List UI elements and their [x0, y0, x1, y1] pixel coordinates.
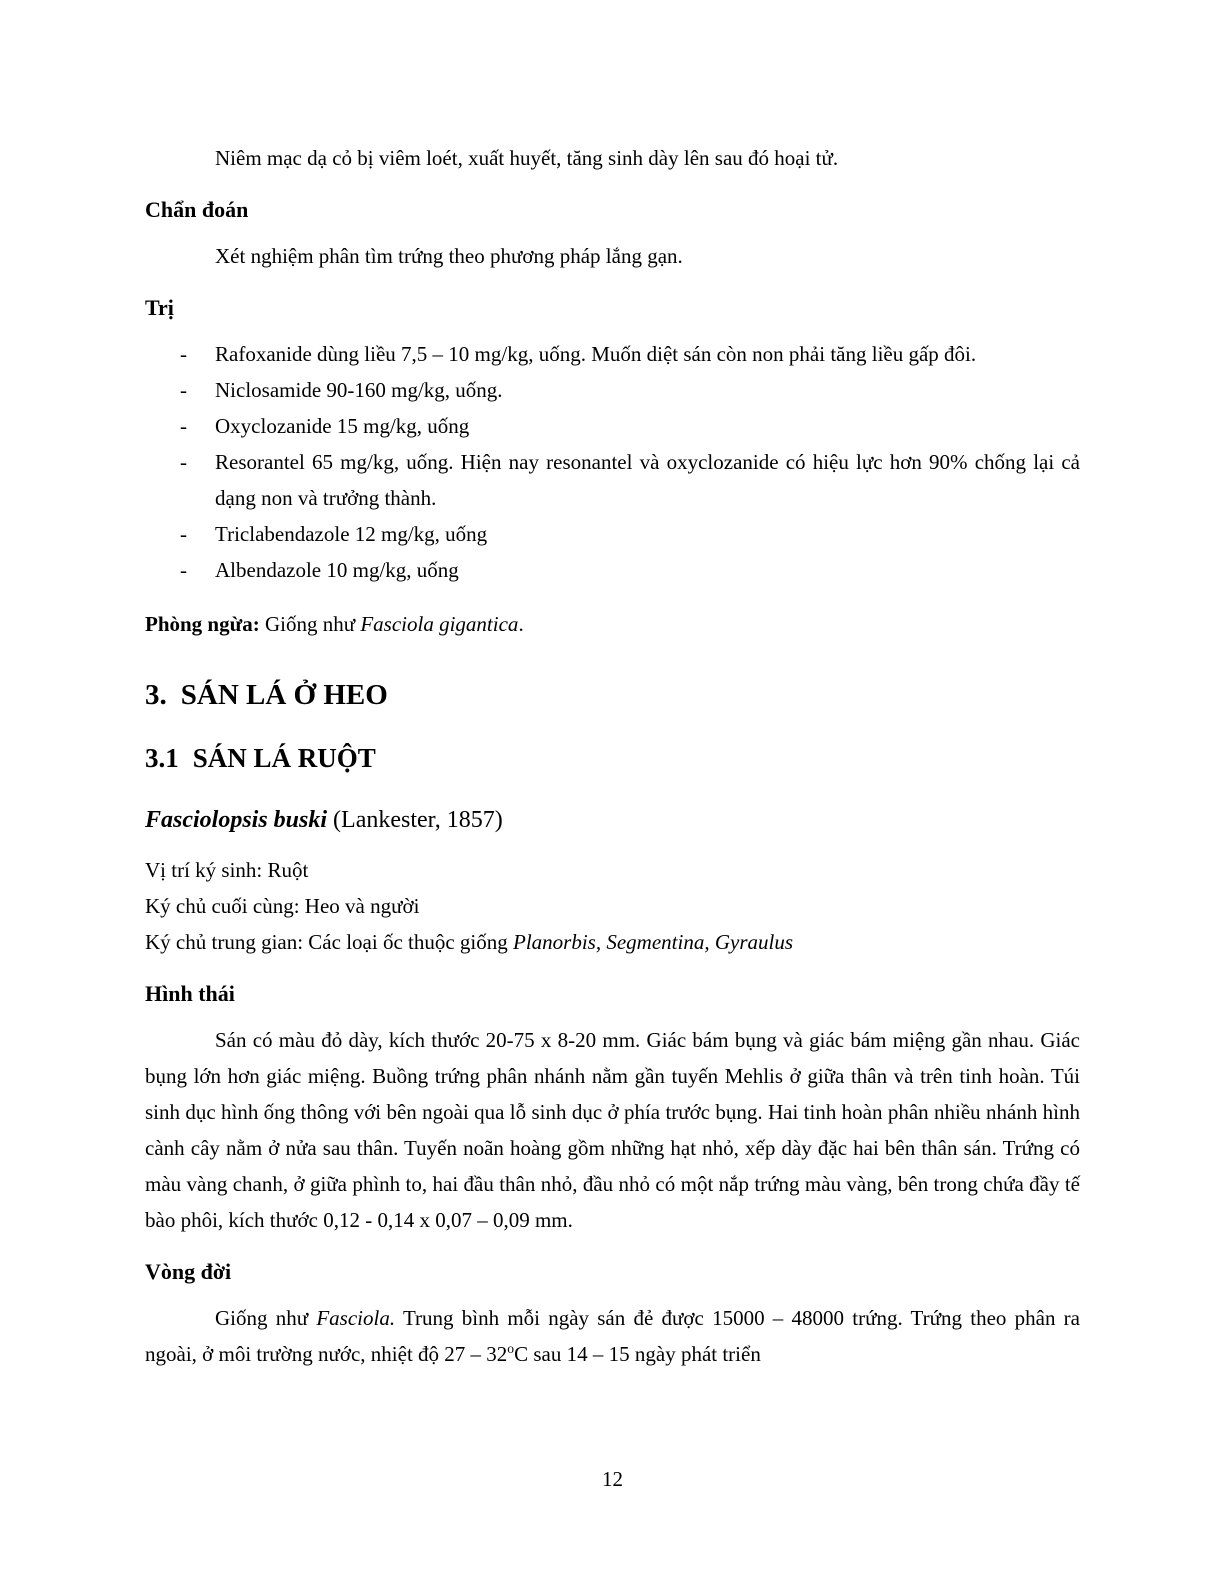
dash-bullet: - — [180, 342, 187, 366]
dash-bullet: - — [180, 414, 187, 438]
prevention-text: Giống như — [259, 612, 361, 636]
parasite-location-line: Vị trí ký sinh: Ruột — [145, 858, 309, 882]
section-title: SÁN LÁ Ở HEO — [180, 679, 388, 711]
list-item — [145, 372, 1080, 408]
list-item-text: Resorantel 65 mg/kg, uống. Hiện nay resonantel và oxyclozanide có hiệu lực hơn 90% chống lại cả dạng non và trưởng thành. — [215, 450, 1080, 510]
morphology-paragraph: Sán có màu đỏ dày, kích thước 20-75 x 8-20 mm. Giác bám bụng và giác bám miệng gần nhau. Giác bụng lớn hơn giác miệng. Buồng trứng phân nhánh nằm gần tuyến Mehlis ở giữa thân và trên tinh hoàn. Túi sinh dục hình ống thông với bên ngoài qua lỗ sinh dục ở phía trước bụng. Hai tinh hoàn phân nhiều nhánh hình cành cây nằm ở nửa sau thân. Tuyến noãn hoàng gồm những hạt nhỏ, xếp dày đặc hai bên thân sán. Trứng có màu vàng chanh, ở giữa phình to, hai đầu thân nhỏ, đầu nhỏ có một nắp trứng màu vàng, bên trong chứa đầy tế bào phôi, kích thước 0,12 - 0,14 x 0,07 – 0,09 mm. — [145, 1028, 1080, 1232]
species-heading — [145, 802, 1080, 838]
final-host-line: Ký chủ cuối cùng: Heo và người — [145, 894, 420, 918]
list-item-text: Albendazole 10 mg/kg, uống — [215, 558, 459, 582]
list-item-text: Rafoxanide dùng liều 7,5 – 10 mg/kg, uống. Muốn diệt sán còn non phải tăng liều gấp đôi. — [215, 342, 977, 366]
dash-bullet: - — [180, 522, 187, 546]
dash-bullet: - — [180, 558, 187, 582]
intermediate-host-species: Planorbis, Segmentina, Gyraulus — [513, 930, 793, 954]
prevention-label: Phòng ngừa: — [145, 612, 260, 636]
lifecycle-species: Fasciola. — [316, 1306, 396, 1330]
dash-bullet: - — [180, 450, 187, 474]
intermediate-host-prefix: Ký chủ trung gian: Các loại ốc thuộc giống — [145, 930, 514, 954]
subsection-number: 3.1 — [145, 743, 179, 773]
list-item — [145, 516, 1080, 552]
host-info-block — [145, 852, 1080, 960]
page-number: 12 — [602, 1467, 623, 1491]
dash-bullet: - — [180, 378, 187, 402]
heading-lifecycle: Vòng đời — [145, 1259, 232, 1284]
list-item-text: Niclosamide 90-160 mg/kg, uống. — [215, 378, 503, 402]
intro-paragraph: Niêm mạc dạ cỏ bị viêm loét, xuất huyết, tăng sinh dày lên sau đó hoại tử. — [215, 146, 839, 170]
section-heading-3 — [145, 676, 1080, 714]
section-number: 3. — [145, 679, 167, 711]
diagnosis-paragraph: Xét nghiệm phân tìm trứng theo phương pháp lắng gạn. — [215, 244, 683, 268]
subsection-title: SÁN LÁ RUỘT — [192, 743, 376, 773]
intermediate-host-line — [145, 924, 1080, 960]
lifecycle-paragraph — [145, 1300, 1080, 1372]
lifecycle-prefix: Giống như — [215, 1306, 317, 1330]
lifecycle-text-end: C sau 14 – 15 ngày phát triển — [514, 1342, 761, 1366]
degree-superscript: o — [507, 1341, 515, 1356]
prevention-period: . — [518, 612, 524, 636]
prevention-line — [145, 606, 1080, 642]
list-item-text: Oxyclozanide 15 mg/kg, uống — [215, 414, 470, 438]
species-author: (Lankester, 1857) — [327, 807, 503, 833]
list-item-text: Triclabendazole 12 mg/kg, uống — [215, 522, 488, 546]
lifecycle-text: Trung bình mỗi ngày sán đẻ được 15000 – 48000 trứng. Trứng theo phân ra ngoài, ở môi trường nước, nhiệt độ 27 – 32 — [145, 1306, 1080, 1366]
heading-morphology: Hình thái — [145, 981, 235, 1006]
prevention-species: Fasciola gigantica — [360, 612, 519, 636]
list-item — [145, 444, 1080, 516]
list-item — [145, 336, 1080, 372]
list-item — [145, 408, 1080, 444]
species-name: Fasciolopsis buski — [145, 807, 328, 833]
heading-diagnosis: Chẩn đoán — [145, 197, 249, 222]
treatment-list — [145, 336, 1080, 588]
section-heading-3-1 — [145, 740, 1080, 776]
heading-treatment: Trị — [145, 295, 174, 320]
list-item — [145, 552, 1080, 588]
